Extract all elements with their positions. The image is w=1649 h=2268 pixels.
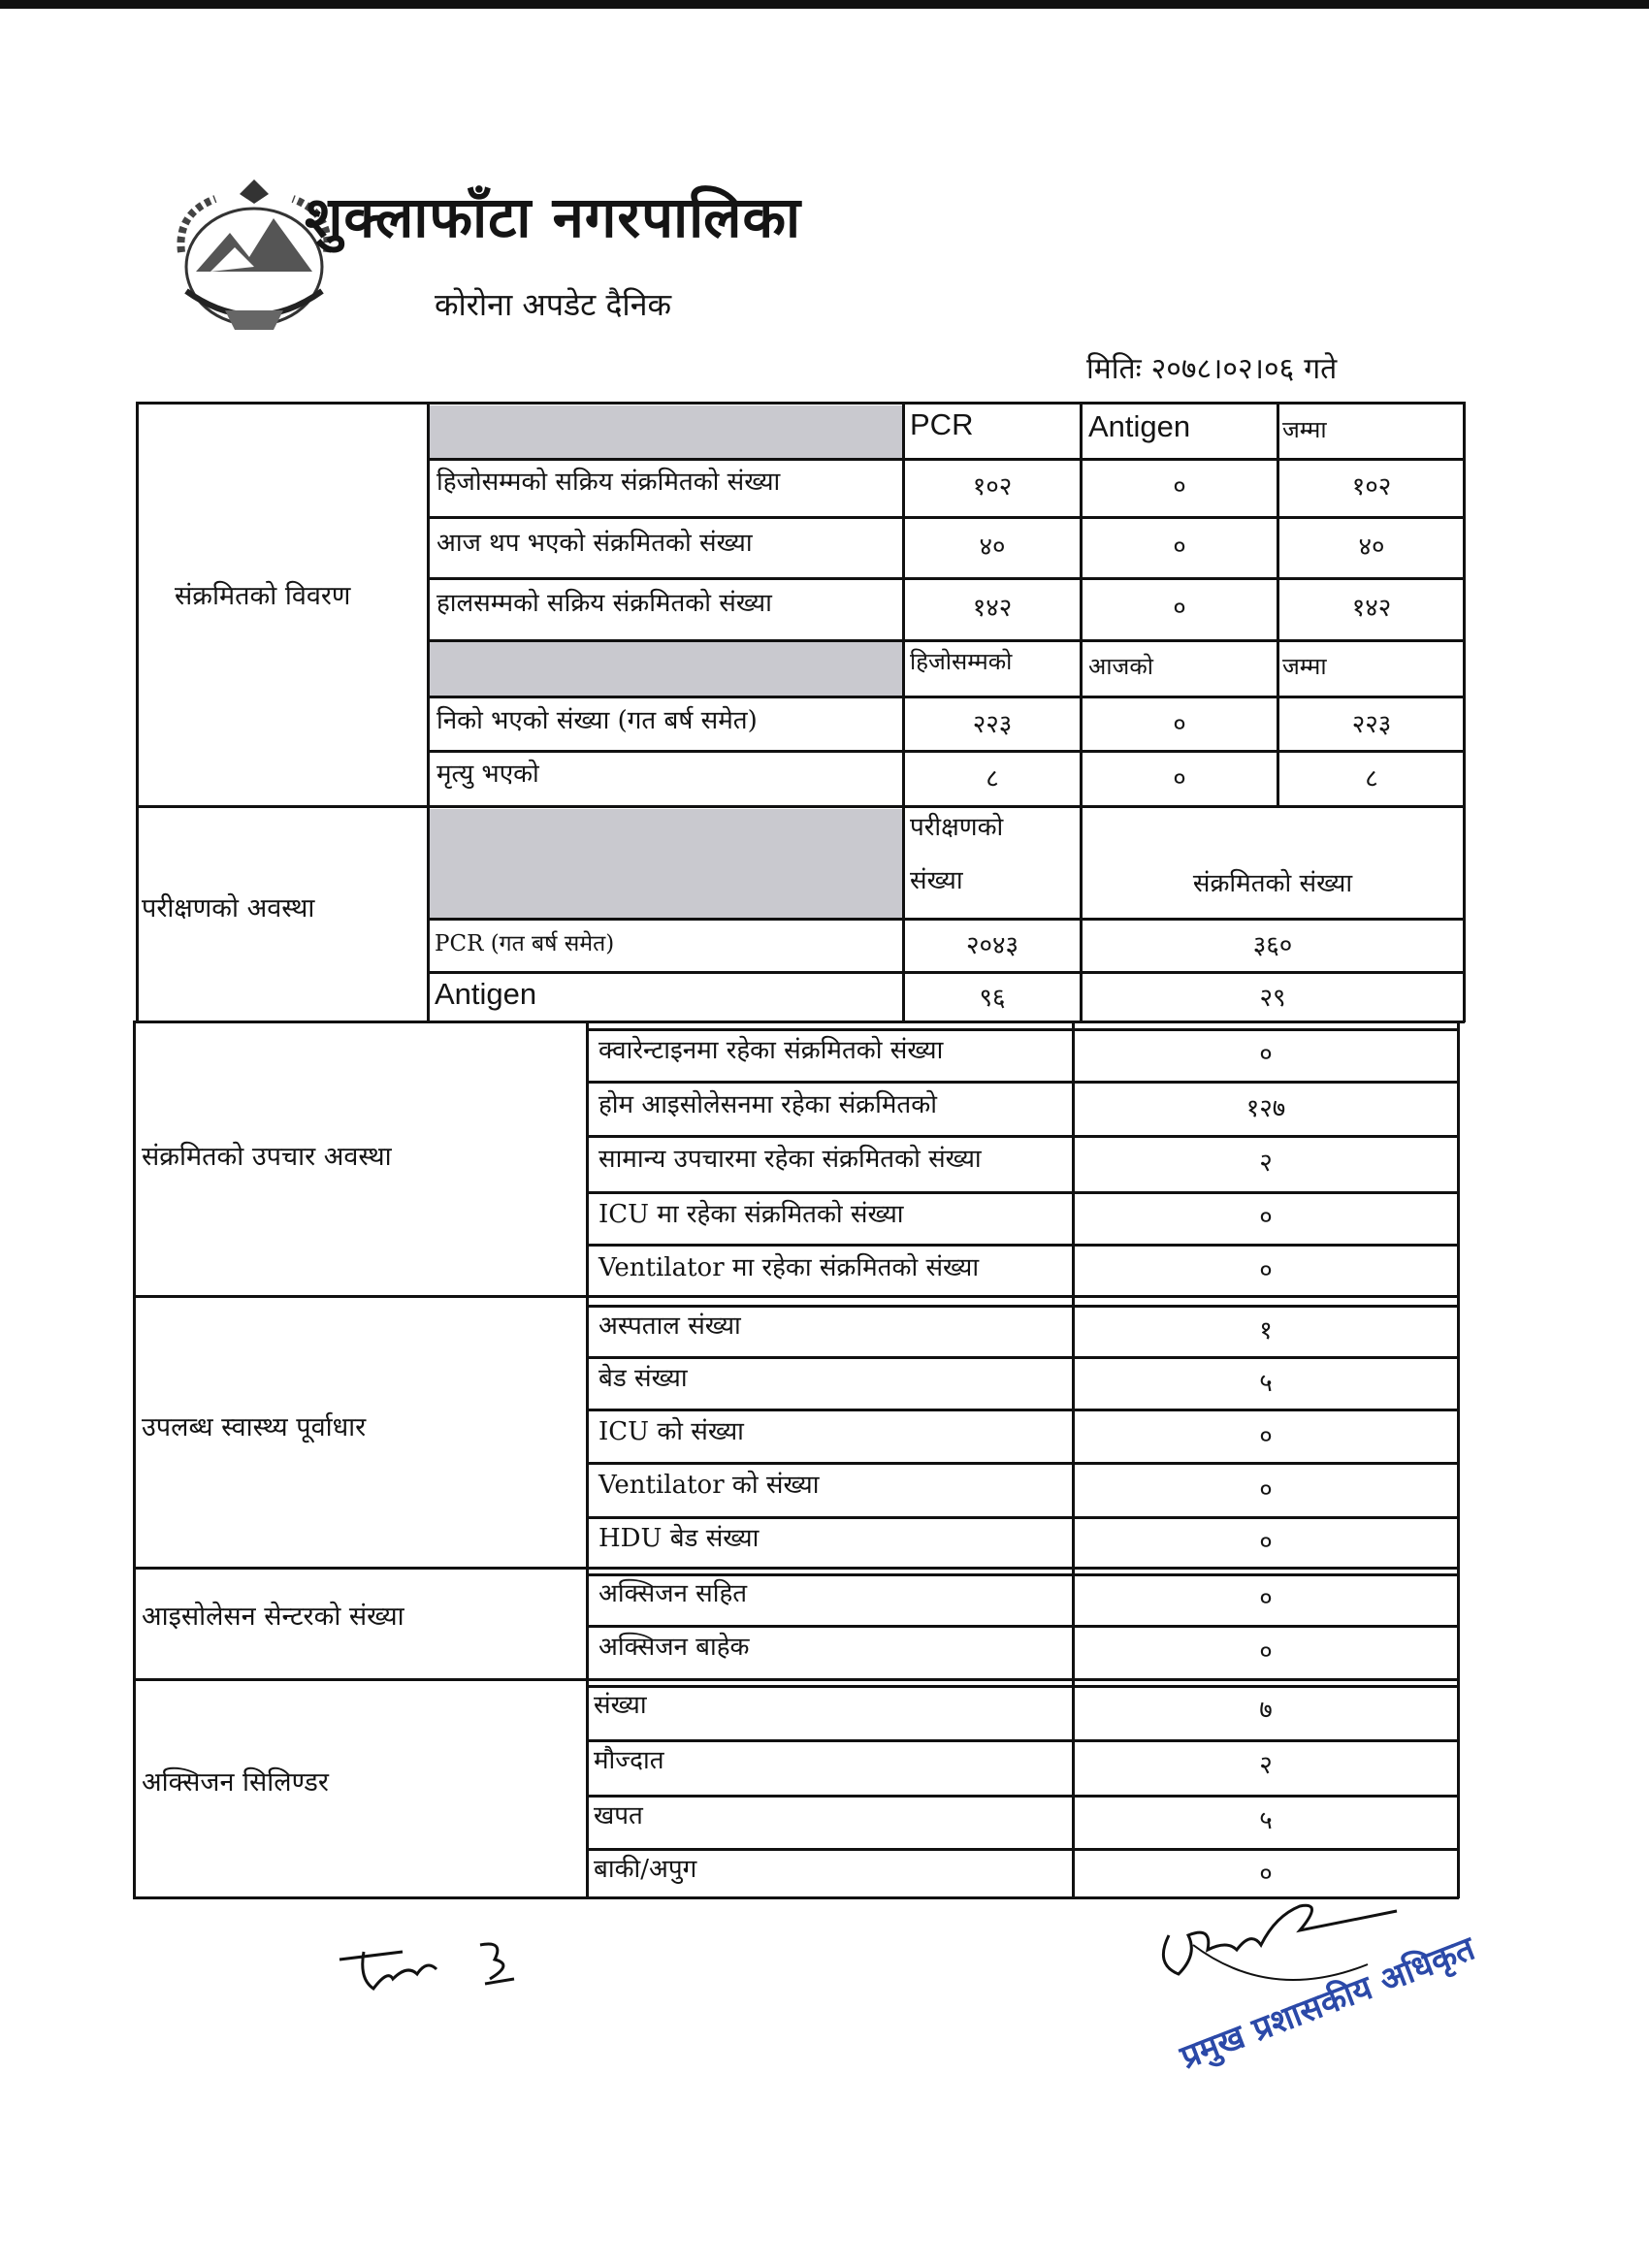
value-stock: २ — [1259, 1751, 1273, 1780]
row-label-hdu-beds: HDU बेड संख्या — [598, 1524, 760, 1553]
value-current-total: १४२ — [1351, 594, 1392, 623]
col-header-today: आजको — [1088, 653, 1153, 680]
row-label-deaths: मृत्यु भएको — [436, 760, 539, 789]
col-header-total: जम्मा — [1282, 416, 1327, 443]
value-deaths-until-yesterday: ८ — [986, 764, 999, 794]
value-with-oxygen: ० — [1259, 1584, 1273, 1613]
section-label-treatment: संक्रमितको उपचार अवस्था — [142, 1142, 392, 1172]
value-hospitals: १ — [1259, 1316, 1273, 1345]
row-label-cylinder-count: संख्या — [594, 1691, 647, 1720]
value-consumption: ५ — [1259, 1806, 1273, 1835]
row-label-home-isolation: होम आइसोलेसनमा रहेका संक्रमितको — [598, 1090, 937, 1119]
value-recovered-today: ० — [1173, 710, 1186, 739]
row-label-icu-patients: ICU मा रहेका संक्रमितको संख्या — [598, 1200, 904, 1229]
col-header-until-yesterday: हिजोसम्मको — [910, 648, 1013, 675]
row-label-ventilator-patients: Ventilator मा रहेका संक्रमितको संख्या — [598, 1253, 980, 1282]
value-deaths-today: ० — [1173, 764, 1186, 794]
date-suffix: गते — [1304, 352, 1338, 386]
row-label-today-new: आज थप भएको संक्रमितको संख्या — [436, 529, 753, 558]
value-beds: ५ — [1259, 1369, 1273, 1398]
row-label-remaining-shortage: बाकी/अपुग — [594, 1855, 697, 1884]
date-label: मितिः — [1086, 352, 1142, 386]
municipality-title: शुक्लाफाँटा नगरपालिका — [304, 184, 802, 250]
value-without-oxygen: ० — [1259, 1637, 1273, 1667]
value-cylinder-count: ७ — [1259, 1696, 1273, 1725]
section-label-isolation-centers: आइसोलेसन सेन्टरको संख्या — [142, 1602, 404, 1632]
value-ventilator-patients: ० — [1259, 1256, 1273, 1285]
value-recovered-total: २२३ — [1351, 710, 1392, 739]
value-quarantine: ० — [1259, 1040, 1273, 1069]
value-hdu-beds: ० — [1259, 1528, 1273, 1557]
col-header-total-2: जम्मा — [1282, 653, 1327, 680]
row-label-current-active: हालसम्मको सक्रिय संक्रमितको संख्या — [436, 589, 772, 618]
value-remaining-shortage: ० — [1259, 1860, 1273, 1889]
value-current-antigen: ० — [1173, 594, 1186, 623]
value-antigen-tests: ९६ — [979, 984, 1006, 1013]
section-label-oxygen-cylinders: अक्सिजन सिलिण्डर — [142, 1767, 329, 1798]
row-label-beds: बेड संख्या — [598, 1364, 688, 1393]
value-pcr-infected: ३६० — [1252, 931, 1293, 960]
section-label-infrastructure: उपलब्ध स्वास्थ्य पूर्वाधार — [142, 1412, 367, 1442]
value-pcr-tests: २०४३ — [965, 931, 1019, 960]
value-yesterday-total: १०२ — [1351, 472, 1392, 502]
value-icu-patients: ० — [1259, 1203, 1273, 1232]
value-recovered-until-yesterday: २२३ — [972, 710, 1013, 739]
value-yesterday-pcr: १०२ — [972, 472, 1013, 502]
value-deaths-total: ८ — [1365, 764, 1378, 794]
value-current-pcr: १४२ — [972, 594, 1013, 623]
value-today-antigen: ० — [1173, 533, 1186, 562]
value-icu-count: ० — [1259, 1422, 1273, 1451]
row-label-general-treatment: सामान्य उपचारमा रहेका संक्रमितको संख्या — [598, 1145, 982, 1174]
row-label-consumption: खपत — [594, 1801, 643, 1831]
value-home-isolation: १२७ — [1245, 1094, 1286, 1123]
section-label-infected: संक्रमितको विवरण — [175, 581, 351, 611]
col-header-pcr: PCR — [910, 407, 974, 441]
date-value: २०७८।०२।०६ — [1150, 352, 1295, 386]
value-ventilator-count: ० — [1259, 1475, 1273, 1505]
value-today-pcr: ४० — [979, 533, 1006, 562]
col-header-tests-line2: संख्या — [910, 866, 963, 895]
col-header-antigen: Antigen — [1088, 409, 1191, 443]
section-label-testing: परीक्षणको अवस्था — [142, 893, 315, 923]
row-label-with-oxygen: अक्सिजन सहित — [598, 1579, 748, 1608]
value-yesterday-antigen: ० — [1173, 472, 1186, 502]
row-label-pcr-tests: PCR (गत बर्ष समेत) — [435, 931, 615, 956]
row-label-stock: मौज्दात — [594, 1746, 664, 1775]
row-label-ventilator-count: Ventilator को संख्या — [598, 1471, 820, 1500]
value-antigen-infected: २९ — [1259, 984, 1286, 1013]
report-subtitle: कोरोना अपडेट दैनिक — [434, 286, 672, 323]
col-header-tests-line1: परीक्षणको — [910, 813, 1004, 842]
row-label-yesterday-active: हिजोसम्मको सक्रिय संक्रमितको संख्या — [436, 468, 781, 497]
handwritten-signature-left — [335, 1930, 548, 1998]
col-header-infected-count: संक्रमितको संख्या — [1192, 869, 1353, 898]
value-general-treatment: २ — [1259, 1149, 1273, 1178]
row-label-hospitals: अस्पताल संख्या — [598, 1312, 741, 1341]
row-label-antigen-tests: Antigen — [435, 977, 537, 1011]
row-label-quarantine: क्वारेन्टाइनमा रहेका संक्रमितको संख्या — [598, 1036, 944, 1065]
row-label-recovered: निको भएको संख्या (गत बर्ष समेत) — [436, 706, 758, 735]
row-label-without-oxygen: अक्सिजन बाहेक — [598, 1633, 750, 1662]
official-designation-stamp: प्रमुख प्रशासकीय अधिकृत — [1175, 1928, 1480, 2078]
row-label-icu-count: ICU को संख्या — [598, 1417, 744, 1446]
value-today-total: ४० — [1358, 533, 1385, 562]
